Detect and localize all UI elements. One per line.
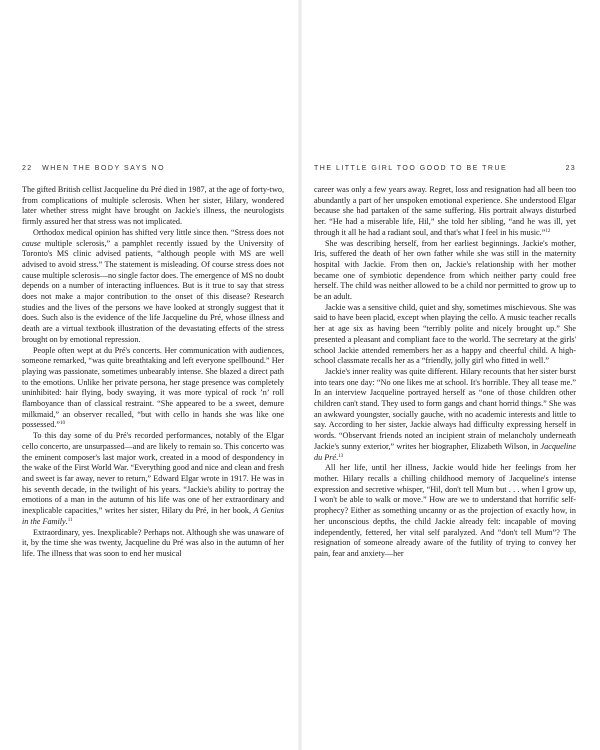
footnote-marker: 12 bbox=[545, 228, 551, 234]
paragraph-text: To this day some of du Pré's recorded performances, notably of the Elgar cello concerto, are unsurpassed—and are likely to remain so. This concerto was the eminent composer's last major work, created in a mood of despondency in the wake of the First World War. “Everything good and nice and clean and fresh and sweet is far away, never to return,” Edward Elgar wrote in 1917. He was in his seventh decade, in the twilight of his years. “Jackie's ability to portray the emotions of a man in the autumn of his life was one of her extraordinary and inexplicable capacities,” writes her sister, Hilary du Pré, in her book, A Genius in the Family. bbox=[22, 431, 284, 526]
italic-emphasis: cause bbox=[22, 238, 41, 248]
footnote-marker: 13 bbox=[338, 453, 344, 459]
paragraph-text: career was only a few years away. Regret, loss and resignation had all been too abundantly a part of her unspoken emotional experience. She understood Elgar because she had partaken of the same suffering. His portrait always disturbed her. “He had a miserable life, Hil,” she told her sibling, “and he was ill, yet through it all he had a radiant soul, and that's what I feel in his music.” bbox=[314, 185, 576, 237]
left-page-number-and-title bbox=[22, 165, 165, 172]
paragraph: Orthodox medical opinion has shifted very little since then. “Stress does not cause multiple sclerosis,” a pamphlet recently issued by the University of Toronto's MS clinic advised patients, “although people with MS are well advised to avoid stress.” The statement is misleading. Of course stress does not cause multiple sclerosis—no single factor does. The emergence of MS no doubt depends on a number of interacting influences. But is it true to say that stress does not make a major contribution to the onset of this disease? Research studies and the lives of the persons we have looked at strongly suggest that it does. Such also is the evidence of the life Jacqueline du Pré, whose illness and death are a virtual textbook illustration of the devastating effects of the stress brought on by emotional repression. bbox=[22, 227, 284, 344]
footnote-marker: 10 bbox=[59, 421, 65, 427]
right-page-body bbox=[314, 185, 576, 560]
paragraph bbox=[314, 185, 576, 239]
book-gutter bbox=[298, 0, 302, 750]
right-page bbox=[314, 165, 576, 560]
left-page-header bbox=[22, 165, 284, 176]
right-page-header bbox=[314, 165, 576, 176]
right-running-title: THE LITTLE GIRL TOO GOOD TO BE TRUE bbox=[314, 165, 508, 172]
footnote-marker: 11 bbox=[67, 517, 73, 523]
paragraph bbox=[22, 431, 284, 527]
paragraph bbox=[22, 346, 284, 432]
left-running-title: WHEN THE BODY SAYS NO bbox=[42, 165, 166, 172]
paragraph: The gifted British cellist Jacqueline du Pré died in 1987, at the age of forty-two, from complications of multiple sclerosis. When her sister, Hilary, wondered later whether stress might have brought on Jackie's illness, the neurologists firmly assured her that stress was not implicated. bbox=[22, 185, 284, 227]
paragraph: Extraordinary, yes. Inexplicable? Perhaps not. Although she was unaware of it, by the time she was twenty, Jacqueline du Pré was also in the autumn of her life. The illness that was soon to end her musical bbox=[22, 527, 284, 558]
paragraph: Jackie was a sensitive child, quiet and shy, sometimes mischievous. She was said to have been placid, except when playing the cello. A music teacher recalls her at age six as having been “terribly polite and nicely brought up.” She presented a pleasant and compliant face to the world. The secretary at the girls' school Jackie attended remembers her as a happy and cheerful child. A high-school classmate recalls her as a “friendly, jolly girl who fitted in well.” bbox=[314, 302, 576, 366]
left-page-body bbox=[22, 185, 284, 560]
paragraph: She was describing herself, from her earliest beginnings. Jackie's mother, Iris, suffered the death of her own father while she was still in the maternity hospital with Jackie. From then on, Jackie's relationship with her mother became one of symbiotic dependence from which neither party could free herself. The child was neither allowed to be a child nor permitted to grow up to be an adult. bbox=[314, 238, 576, 302]
paragraph bbox=[314, 367, 576, 463]
paragraph-text: Jackie's inner reality was quite different. Hilary recounts that her sister burst into tears one day: “No one likes me at school. It's horrible. They all tease me.” In an interview Jacqueline portrayed herself as “one of those children other children can't stand. They used to form gangs and chant horrid things.” She was an awkward youngster, socially gauche, with no academic interests and little to say. According to her sister, Jackie always had difficulty expressing herself in words. “Observant friends noted an incipient strain of melancholy underneath Jackie's sunny exterior,” writes her biographer, Elizabeth Wilson, in Jacqueline du Pré. bbox=[314, 366, 576, 462]
right-page-number: 23 bbox=[565, 165, 576, 172]
paragraph-text: People often wept at du Pré's concerts. Her communication with audiences, someone remarked, “was quite breathtaking and left everyone spellbound.” Her playing was passionate, sometimes unbearably intense. She blazed a direct path to the emotions. Unlike her private persona, her stage presence was completely uninhibited: hair flying, body swaying, it was more typical of rock ’n’ roll flamboyance than of classical restraint. “She appeared to be a sweet, demure milkmaid,” an observer recalled, “but with cello in hands she was like one possessed.” bbox=[22, 345, 284, 430]
paragraph: All her life, until her illness, Jackie would hide her feelings from her mother. Hilary recalls a chilling childhood memory of Jacqueline's intense expression and secretive whisper, “Hil, don't tell Mum but . . . when I grow up, I won't be able to walk or move.” How are we to understand that horrific self-prophecy? Either as something uncanny or as the projection of exactly how, in her unconscious depths, the child Jackie already felt: incapable of moving independently, fettered, her vital self paralyzed. And “don't tell Mum”? The resignation of someone already aware of the futility of trying to convey her pain, fear and anxiety—her bbox=[314, 463, 576, 558]
left-page-number: 22 bbox=[22, 165, 33, 172]
left-page bbox=[22, 165, 284, 560]
italic-emphasis: A Genius in the Family bbox=[22, 506, 284, 526]
italic-emphasis: Jacqueline du Pré bbox=[314, 441, 576, 462]
